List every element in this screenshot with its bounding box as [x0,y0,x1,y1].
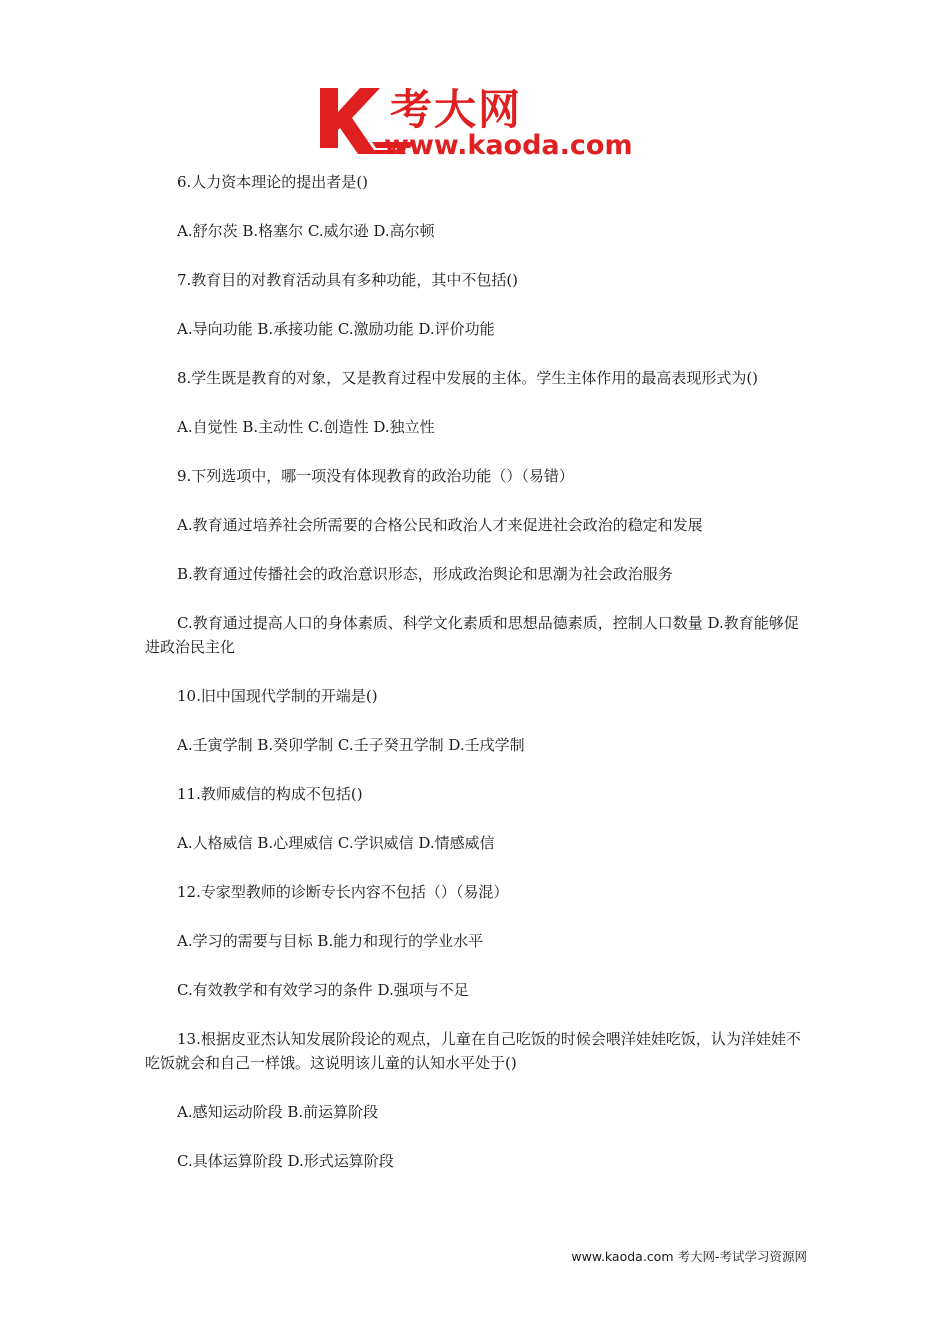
kaoda-logo [318,82,638,160]
question-stem: 10.旧中国现代学制的开端是() [177,687,378,705]
question-stem: 7.教育目的对教育活动具有多种功能，其中不包括() [177,271,519,289]
answer-options: B.教育通过传播社会的政治意识形态，形成政治舆论和思潮为社会政治服务 [177,565,673,583]
answer-options: C.教育通过提高人口的身体素质、科学文化素质和思想品德素质，控制人口数量 D.教育能够促进政治民主化 [145,614,799,656]
logo-url-text: www.kaoda.com [384,130,633,160]
answer-options: C.具体运算阶段 D.形式运算阶段 [177,1152,394,1170]
answer-options: A.人格威信 B.心理威信 C.学识威信 D.情感威信 [177,834,495,852]
question-stem: 11.教师威信的构成不包括() [177,785,363,803]
answer-options: A.学习的需要与目标 B.能力和现行的学业水平 [177,932,484,950]
answer-options: A.壬寅学制 B.癸卯学制 C.壬子癸丑学制 D.壬戌学制 [177,736,525,754]
question-stem: 9.下列选项中，哪一项没有体现教育的政治功能（）（易错） [177,467,574,485]
question-stem: 6.人力资本理论的提出者是() [177,173,369,191]
question-stem: 12.专家型教师的诊断专长内容不包括（）（易混） [177,883,509,901]
question-list [145,170,810,1198]
logo-cn-text: 考大网 [390,85,523,134]
kaoda-logo-graphic [318,82,638,160]
question-stem: 13.根据皮亚杰认知发展阶段论的观点，儿童在自己吃饭的时候会喂洋娃娃吃饭，认为洋娃娃不吃饭就会和自己一样饿。这说明该儿童的认知水平处于() [145,1030,801,1072]
answer-options: A.感知运动阶段 B.前运算阶段 [177,1103,379,1121]
page-footer: www.kaoda.com 考大网-考试学习资源网 [571,1249,807,1264]
answer-options: A.自觉性 B.主动性 C.创造性 D.独立性 [177,418,435,436]
question-stem: 8.学生既是教育的对象，又是教育过程中发展的主体。学生主体作用的最高表现形式为() [177,369,759,387]
answer-options: A.教育通过培养社会所需要的合格公民和政治人才来促进社会政治的稳定和发展 [177,516,703,534]
answer-options: A.舒尔茨 B.格塞尔 C.威尔逊 D.高尔顿 [177,222,435,240]
answer-options: C.有效教学和有效学习的条件 D.强项与不足 [177,981,469,999]
answer-options: A.导向功能 B.承接功能 C.激励功能 D.评价功能 [177,320,495,338]
